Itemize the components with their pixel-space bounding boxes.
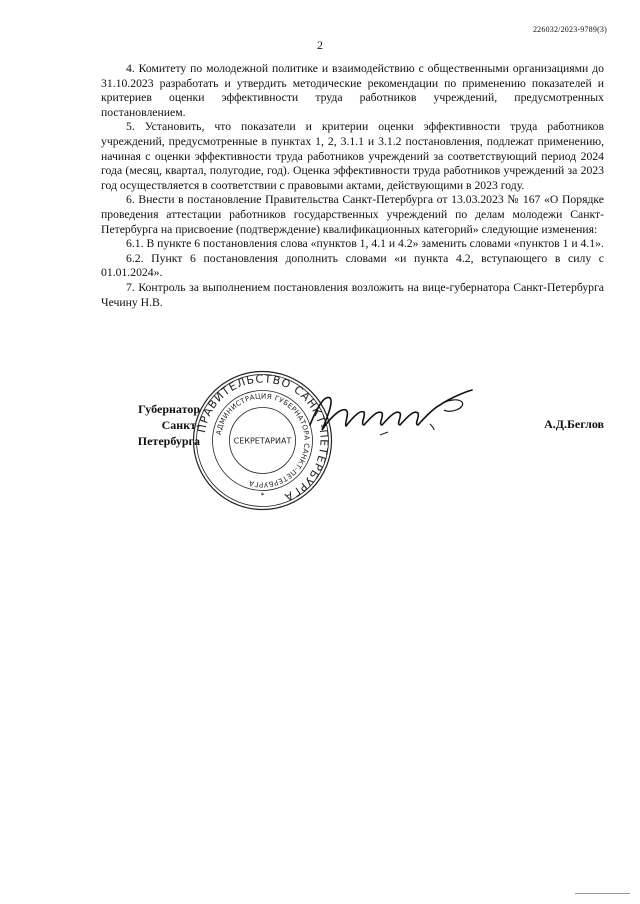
paragraph-7: 7. Контроль за выполнением постановления возложить на вице-губернатора Санкт-Петербурга Чечину Н.В. — [101, 280, 604, 309]
paragraph-6-2: 6.2. Пункт 6 постановления дополнить словами «и пункта 4.2, вступающего в силу с 01.01.2024». — [101, 251, 604, 280]
paragraph-4: 4. Комитету по молодежной политике и взаимодействию с общественными организациями до 31.10.2023 разработать и утвердить методические рекомендации по применению показателей и критериев оценки эффективности труда работников учреждений, предусмотренных постановлением. — [101, 62, 604, 119]
signatory-name: А.Д.Беглов — [544, 417, 604, 431]
document-body — [101, 62, 604, 310]
paragraph-5: 5. Установить, что показатели и критерии оценки эффективности труда работников учреждений, предусмотренные в пунктах 1, 2, 3.1.1 и 3.1.2 постановления, подлежат применению, начиная с оценки эффективности труда работников учреждений за соответствующий период 2024 года (месяц, квартал, полугодие, год). Оценка эффективности труда работников учреждений за 2023 год осуществляется в соответствии с правовыми актами, действующими в 2023 году. — [101, 120, 604, 192]
signatory-title-line1: Губернатор — [138, 402, 200, 416]
paragraph-6-1: 6.1. В пункте 6 постановления слова «пунктов 1, 4.1 и 4.2» заменить словами «пунктов 1 и 4.1». — [126, 237, 604, 251]
handwritten-signature — [300, 380, 480, 450]
seal-star-icon: * — [260, 491, 265, 500]
page-number: 2 — [317, 38, 323, 52]
seal-outer-text: ПРАВИТЕЛЬСТВО САНКТ-ПЕТЕРБУРГА — [194, 372, 331, 504]
seal-center-text: СЕКРЕТАРИАТ — [233, 436, 292, 446]
document-number: 226032/2023-9789(3) — [532, 25, 607, 34]
footer-divider — [575, 893, 630, 894]
signatory-title — [100, 401, 200, 449]
signatory-title-line2: Санкт-Петербурга — [137, 418, 200, 448]
paragraph-6: 6. Внести в постановление Правительства Санкт-Петербурга от 13.03.2023 № 167 «О Порядке проведения аттестации работников государственных учреждений по делам молодежи Санкт-Петербурга на присвоение (подтверждение) квалификационных категорий» следующие изменения: — [101, 193, 604, 236]
seal-inner-text: АДМИНИСТРАЦИЯ ГУБЕРНАТОРА САНКТ-ПЕТЕРБУРГА — [214, 392, 311, 489]
